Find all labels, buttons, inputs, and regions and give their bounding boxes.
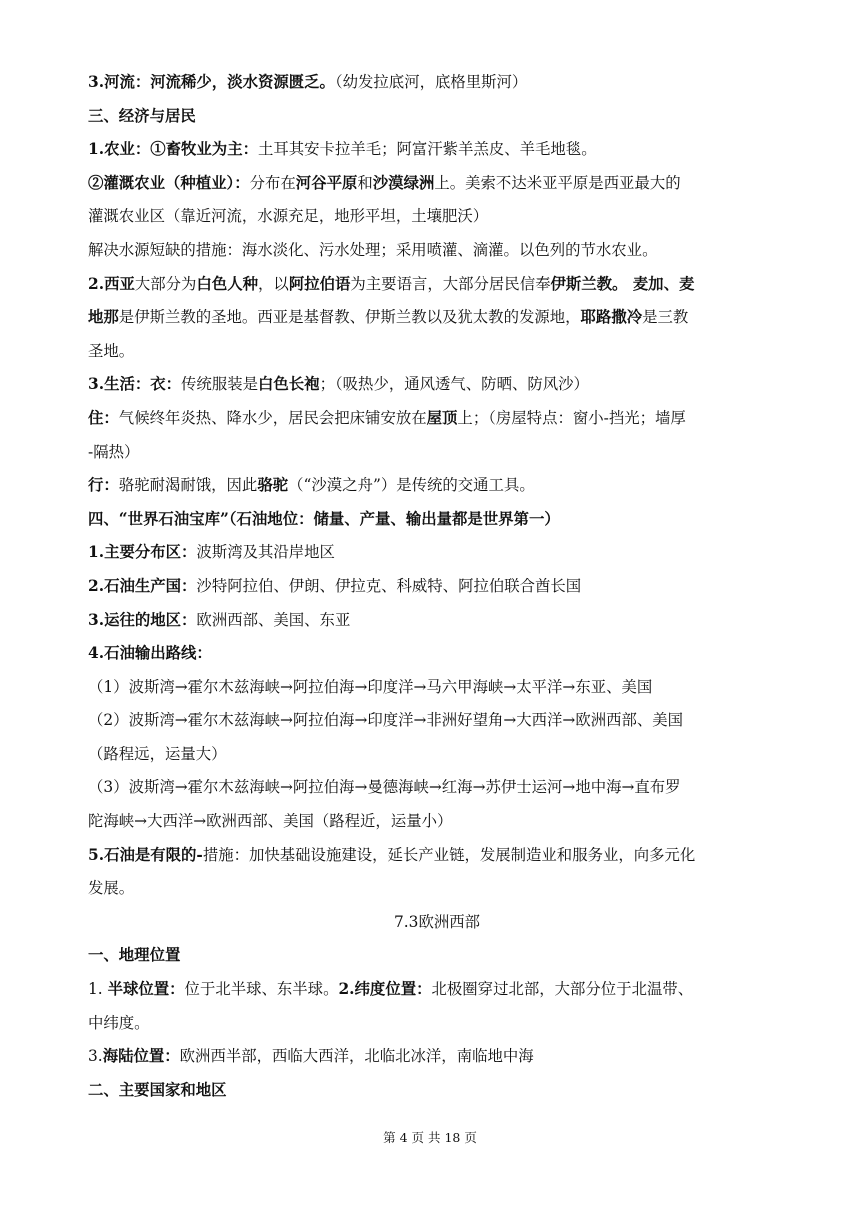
- bold-text: 阿拉伯语: [288, 274, 351, 293]
- bold-text: 白色长袍: [258, 375, 320, 394]
- text-span: ，以: [258, 274, 289, 293]
- text-line: [88, 469, 778, 503]
- bold-text: 2.西亚: [88, 274, 135, 293]
- bold-text: 骆驼: [257, 476, 289, 495]
- text-line: [88, 436, 778, 470]
- text-span: 是三教: [642, 308, 689, 327]
- text-line: [88, 1040, 778, 1074]
- text-span: 中纬度。: [88, 1013, 150, 1032]
- bold-text: 1.主要分布区：: [88, 543, 197, 562]
- text-span: （路程远，运量大）: [88, 744, 227, 763]
- text-span: 陀海峡→大西洋→欧洲西部、美国（路程近，运量小）: [88, 812, 453, 831]
- text-line: [88, 1074, 778, 1108]
- bold-text: 住：: [88, 408, 119, 427]
- text-span: 传统服装是: [181, 375, 258, 394]
- bold-text: 1.农业：①畜牧业为主：: [88, 140, 258, 159]
- text-span: 圣地。: [88, 341, 135, 360]
- text-line: [88, 939, 778, 973]
- text-span: 气候终年炎热、降水少，居民会把床铺安放在: [118, 408, 427, 427]
- bold-text: 行：: [88, 476, 119, 495]
- text-span: 北极圈穿过北部，大部分位于北温带、: [431, 980, 694, 999]
- text-span: 灌溉农业区（靠近河流，水源充足，地形平坦，土壤肥沃）: [88, 207, 489, 226]
- bold-text: 3.运往的地区：: [88, 610, 197, 629]
- bold-text: 伊斯兰教。 麦加、麦: [550, 274, 695, 293]
- text-line: [88, 234, 778, 268]
- text-line: [88, 335, 778, 369]
- bold-text: 白色人种: [196, 274, 259, 293]
- text-span: 1.: [88, 980, 108, 999]
- text-line: [88, 66, 778, 100]
- text-line: [88, 771, 778, 805]
- text-line: [88, 100, 778, 134]
- text-span: 为主要语言，大部分居民信奉: [350, 274, 551, 293]
- bold-text: 一、地理位置: [88, 946, 181, 965]
- bold-text: 2.石油生产国：: [88, 576, 197, 595]
- text-line: [88, 805, 778, 839]
- text-span: 沙特阿拉伯、伊朗、伊拉克、科威特、阿拉伯联合酋长国: [196, 576, 582, 595]
- bold-text: 3.生活：衣：: [88, 375, 182, 394]
- bold-text: 沙漠绿洲: [372, 173, 435, 192]
- text-span: 大部分为: [134, 274, 197, 293]
- bold-text: 三、经济与居民: [88, 106, 196, 125]
- text-span: 上；（房屋特点：窗小-挡光；墙厚: [457, 408, 686, 427]
- text-span: 措施：加快基础设施建设，延长产业链，发展制造业和服务业，向多元化: [202, 845, 696, 864]
- text-span: 7.3欧洲西部: [393, 912, 481, 931]
- document-page: [88, 66, 778, 1107]
- bold-text: 四、“世界石油宝库”（石油地位：储量、产量、输出量都是世界第一）: [88, 509, 560, 528]
- text-span: 发展。: [88, 879, 135, 898]
- text-line: [88, 301, 778, 335]
- text-line: [88, 133, 778, 167]
- text-span: （3）波斯湾→霍尔木兹海峡→阿拉伯海→曼德海峡→红海→苏伊士运河→地中海→直布罗: [88, 778, 681, 797]
- text-span: 和: [357, 173, 373, 192]
- text-line: [88, 704, 778, 738]
- text-span: （“沙漠之舟”）是传统的交通工具。: [288, 476, 535, 495]
- bold-text: 5.石油是有限的-: [88, 845, 203, 864]
- bold-text: 河谷平原: [295, 173, 358, 192]
- text-line: [88, 200, 778, 234]
- bold-text: 半球位置：: [107, 980, 185, 999]
- bold-text: 屋顶: [426, 408, 458, 427]
- text-span: 解决水源短缺的措施：海水淡化、污水处理；采用喷灌、滴灌。以色列的节水农业。: [88, 240, 658, 259]
- page-footer: 第 4 页 共 18 页: [383, 1130, 477, 1145]
- text-line: [88, 973, 778, 1007]
- text-span: 3.: [88, 1047, 103, 1066]
- text-span: ；（吸热少，通风透气、防晒、防风沙）: [319, 375, 589, 394]
- text-line: [88, 604, 778, 638]
- text-line: [88, 570, 778, 604]
- section-heading: [88, 906, 778, 940]
- text-line: [88, 738, 778, 772]
- text-span: 分布在: [249, 173, 296, 192]
- text-span: -隔热）: [88, 442, 140, 461]
- bold-text: 海陆位置：: [102, 1047, 180, 1066]
- text-span: （1）波斯湾→霍尔木兹海峡→阿拉伯海→印度洋→马六甲海峡→太平洋→东亚、美国: [88, 677, 653, 696]
- bold-text: 4.石油输出路线：: [88, 644, 212, 663]
- text-span: 土耳其安卡拉羊毛；阿富汗紫羊羔皮、羊毛地毯。: [257, 140, 597, 159]
- bold-text: 耶路撒冷: [580, 308, 643, 327]
- text-line: [88, 1007, 778, 1041]
- text-span: 骆驼耐渴耐饿，因此: [118, 476, 258, 495]
- text-line: [88, 872, 778, 906]
- bold-text: ②灌溉农业（种植业）：: [88, 173, 250, 192]
- text-span: 波斯湾及其沿岸地区: [196, 543, 335, 562]
- text-span: 欧洲西半部，西临大西洋，北临北冰洋，南临地中海: [179, 1047, 534, 1066]
- text-line: [88, 671, 778, 705]
- text-span: 欧洲西部、美国、东亚: [196, 610, 351, 629]
- bold-text: 二、主要国家和地区: [88, 1080, 227, 1099]
- text-span: 上。美索不达米亚平原是西亚最大的: [434, 173, 681, 192]
- text-line: [88, 637, 778, 671]
- text-line: [88, 268, 778, 302]
- text-span: （2）波斯湾→霍尔木兹海峡→阿拉伯海→印度洋→非洲好望角→大西洋→欧洲西部、美国: [88, 711, 684, 730]
- text-line: [88, 536, 778, 570]
- text-line: [88, 368, 778, 402]
- text-line: [88, 167, 778, 201]
- bold-text: 地那: [88, 308, 119, 327]
- text-line: [88, 402, 778, 436]
- text-line: [88, 839, 778, 873]
- text-line: [88, 503, 778, 537]
- bold-text: 3.河流：河流稀少，淡水资源匮乏。: [88, 73, 335, 91]
- text-span: （幼发拉底河，底格里斯河）: [334, 73, 528, 91]
- bold-text: 2.纬度位置：: [338, 980, 432, 999]
- text-span: 位于北半球、东半球。: [184, 980, 339, 999]
- text-span: 是伊斯兰教的圣地。西亚是基督教、伊斯兰教以及犹太教的发源地，: [118, 308, 581, 327]
